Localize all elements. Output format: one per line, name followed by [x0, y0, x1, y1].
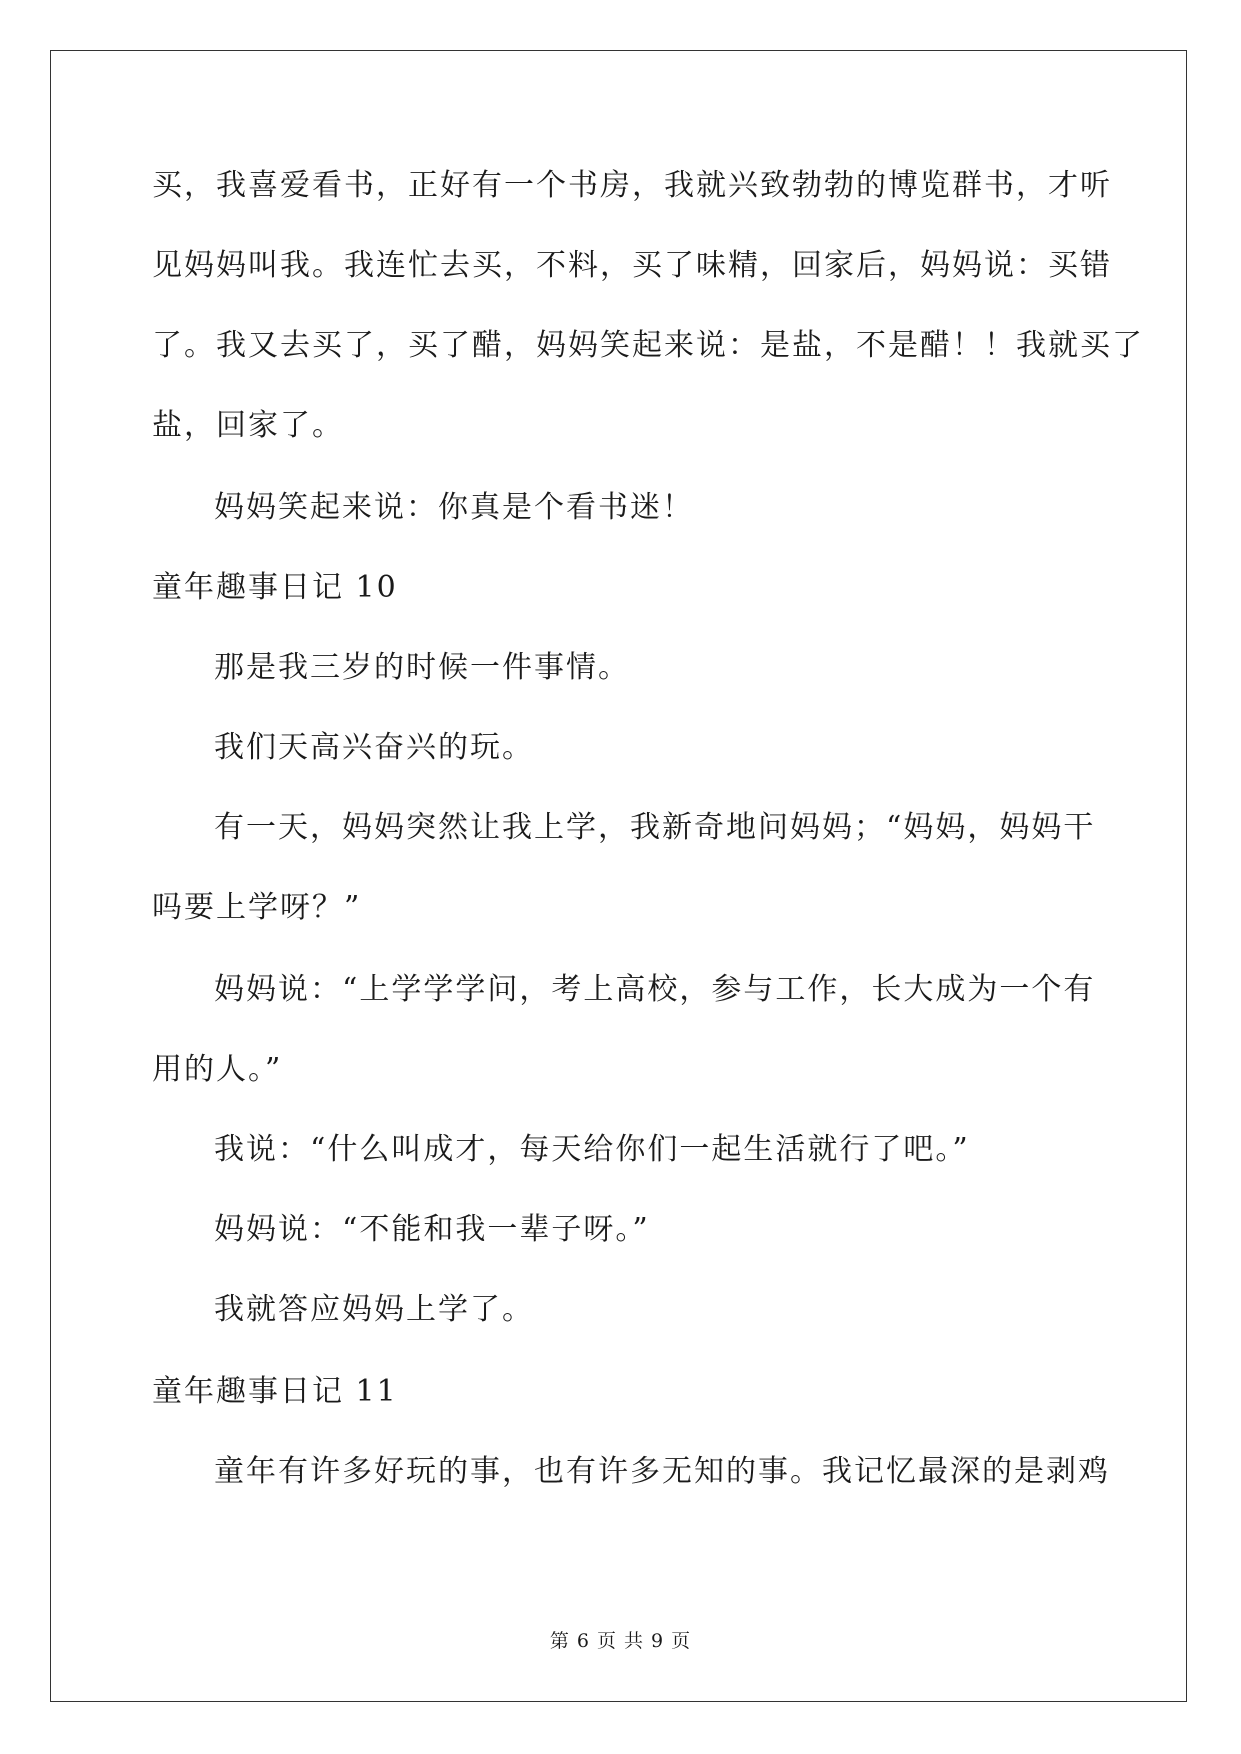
paragraph-line: 我就答应妈妈上学了。 [214, 1292, 534, 1327]
section-heading: 童年趣事日记 11 [152, 1374, 398, 1409]
section-heading: 童年趣事日记 10 [152, 570, 398, 605]
paragraph-line: 我说：“什么叫成才，每天给你们一起生活就行了吧。” [214, 1132, 970, 1167]
paragraph-line: 妈妈说：“不能和我一辈子呀。” [214, 1212, 650, 1247]
paragraph-line: 了。我又去买了，买了醋，妈妈笑起来说：是盐，不是醋！！我就买了 [152, 328, 1144, 363]
paragraph-line: 我们天高兴奋兴的玩。 [214, 730, 534, 765]
paragraph-line: 有一天，妈妈突然让我上学，我新奇地问妈妈；“妈妈，妈妈干 [214, 810, 1096, 845]
paragraph-line: 买，我喜爱看书，正好有一个书房，我就兴致勃勃的博览群书，才听 [152, 168, 1112, 203]
paragraph-line: 妈妈说：“上学学学问，考上高校，参与工作，长大成为一个有 [214, 972, 1096, 1007]
page-footer: 第 6 页 共 9 页 [549, 1630, 692, 1652]
paragraph-line: 盐，回家了。 [152, 408, 344, 443]
paragraph-line: 见妈妈叫我。我连忙去买，不料，买了味精，回家后，妈妈说：买错 [152, 248, 1112, 283]
paragraph-line: 妈妈笑起来说：你真是个看书迷！ [214, 490, 694, 525]
paragraph-line: 童年有许多好玩的事，也有许多无知的事。我记忆最深的是剥鸡 [214, 1454, 1110, 1489]
paragraph-line: 那是我三岁的时候一件事情。 [214, 650, 630, 685]
paragraph-line: 用的人。” [152, 1052, 283, 1087]
paragraph-line: 吗要上学呀？” [152, 890, 362, 925]
